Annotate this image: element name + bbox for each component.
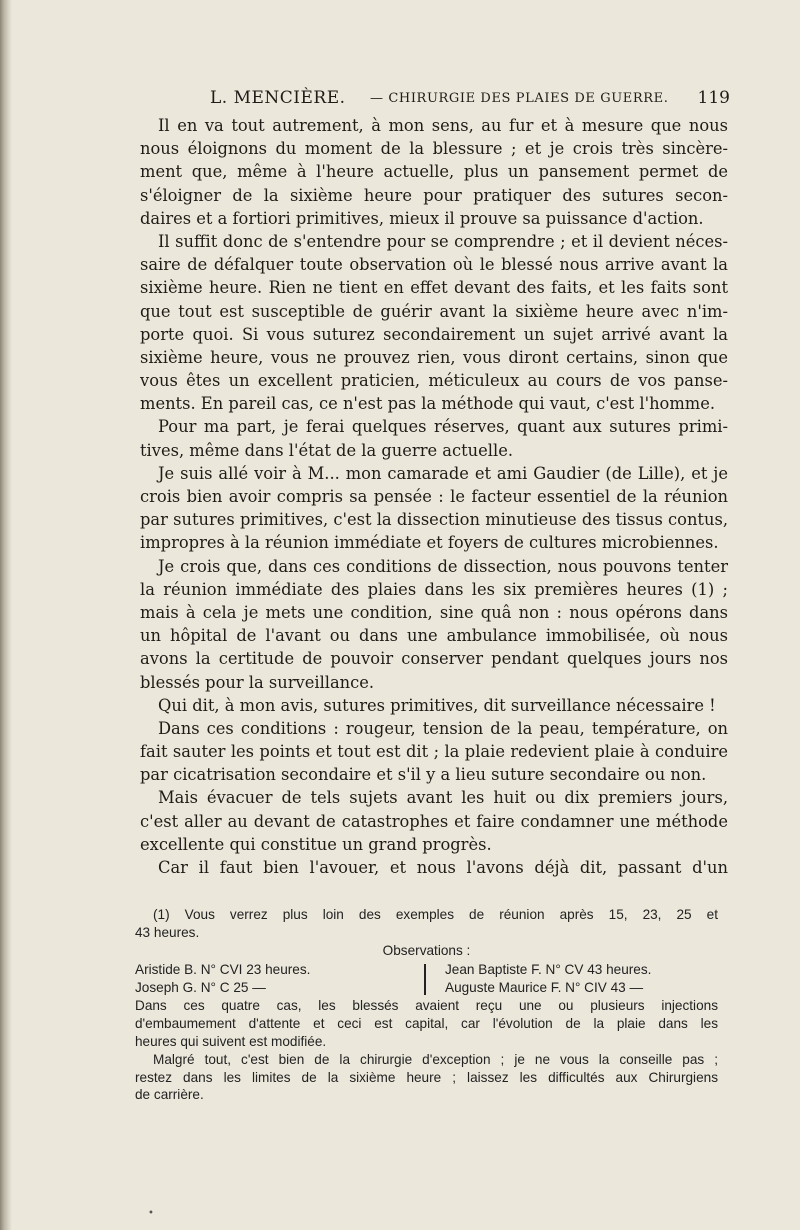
text-line: Dans ces conditions : rougeur, tension de la peau, température, on	[158, 718, 728, 738]
text-line: tives, même dans l'état de la guerre actuelle.	[140, 440, 513, 460]
footnote-line: (1) Vous verrez plus loin des exemples de réunion après 15, 23, 25 et	[153, 907, 718, 922]
text-line: s'éloigner de la sixième heure pour pratiquer des sutures secon-	[140, 185, 728, 205]
text-line: c'est aller au devant de catastrophes et faire condamner une méthode	[140, 811, 728, 831]
text-line: un hôpital de l'avant ou dans une ambulance immobilisée, où nous	[140, 626, 728, 646]
text-line: blessés pour la surveillance.	[140, 672, 375, 692]
footnote-line: Dans ces quatre cas, les blessés avaient reçu une ou plusieurs injections	[135, 998, 718, 1014]
text-line: Il en va tout autrement, à mon sens, au fur et à mesure que nous	[158, 116, 728, 135]
text-line: par cicatrisation secondaire et s'il y a lieu suture secondaire ou non.	[140, 765, 707, 785]
footnote-line: heures qui suivent est modifiée.	[135, 1033, 327, 1049]
footnote-block	[135, 906, 718, 1104]
column-divider	[424, 964, 426, 995]
text-line: mais à cela je mets une condition, sine quâ non : nous opérons dans	[140, 602, 728, 622]
running-header	[210, 88, 730, 112]
footnote-line: de carrière.	[135, 1087, 204, 1103]
text-line: avons la certitude de pouvoir conserver pendant quelques jours nos	[140, 649, 728, 669]
footnote-line: 43 heures.	[135, 924, 200, 940]
text-line: sixième heure. Rien ne tient en effet devant des faits, et les faits sont	[140, 278, 728, 298]
text-line: saire de défalquer toute observation où le blessé nous arrive avant la	[140, 255, 728, 275]
observations-left-column	[135, 961, 310, 997]
header-title: — CHIRURGIE DES PLAIES DE GUERRE.	[370, 91, 669, 106]
text-line: sixième heure, vous ne prouvez rien, vous diront certains, sinon que	[140, 347, 728, 367]
text-line: par sutures primitives, c'est la dissection minutieuse des tissus contus,	[140, 510, 728, 530]
text-line: crois bien avoir compris sa pensée : le facteur essentiel de la réunion	[140, 487, 728, 506]
text-line: impropres à la réunion immédiate et foyers de cultures microbiennes.	[140, 533, 719, 553]
text-line: ments. En pareil cas, ce n'est pas la méthode qui vaut, c'est l'homme.	[140, 394, 716, 414]
text-line: vous êtes un excellent praticien, méticuleux au cours de vos panse-	[140, 371, 728, 391]
footnote-line: d'embaumement d'attente et ceci est capital, car l'évolution de la plaie dans les	[135, 1016, 718, 1032]
text-line: porte quoi. Si vous suturez secondairement un sujet arrivé avant la	[140, 324, 728, 344]
observation-entry: Joseph G. N° C 25 —	[135, 980, 266, 996]
text-line: Il suffit donc de s'entendre pour se comprendre ; et il devient néces-	[158, 231, 728, 251]
text-line: Je suis allé voir à M... mon camarade et ami Gaudier (de Lille), et je	[158, 463, 728, 483]
observations-title: Observations :	[382, 942, 471, 958]
text-line: fait sauter les points et tout est dit ; la plaie redevient plaie à conduire	[140, 742, 728, 762]
observation-entry: Auguste Maurice F. N° CIV 43 —	[445, 980, 644, 996]
print-speck: •	[148, 1208, 154, 1219]
header-author: L. MENCIÈRE.	[210, 88, 346, 108]
text-line: nous éloignons du moment de la blessure ; et je crois très sincère-	[140, 139, 728, 159]
text-line: Je crois que, dans ces conditions de dissection, nous pouvons tenter	[158, 556, 728, 576]
text-line: excellente qui constitue un grand progrès.	[140, 834, 492, 854]
text-line: la réunion immédiate des plaies dans les six premières heures (1) ;	[140, 579, 728, 599]
footnote-line: Malgré tout, c'est bien de la chirurgie d'exception ; je ne vous la conseille pas ;	[153, 1051, 718, 1067]
text-line: que tout est susceptible de guérir avant la sixième heure avec n'im-	[140, 301, 728, 321]
footnote-line: restez dans les limites de la sixième heure ; laissez les difficultés aux Chirurgiens	[135, 1069, 718, 1085]
text-line: Car il faut bien l'avouer, et nous l'avons déjà dit, passant d'un	[158, 858, 728, 877]
text-line: daires et a fortiori primitives, mieux il prouve sa puissance d'action.	[140, 208, 704, 228]
text-line: Mais évacuer de tels sujets avant les huit ou dix premiers jours,	[158, 788, 728, 808]
main-text	[140, 114, 728, 879]
text-line: ment que, même à l'heure actuelle, plus un pansement permet de	[140, 162, 728, 182]
page-number: 119	[697, 88, 730, 108]
text-line: Pour ma part, je ferai quelques réserves, quant aux sutures primi-	[158, 417, 728, 437]
observations-table	[135, 961, 718, 997]
book-spine-shadow	[0, 0, 12, 1230]
observation-entry: Jean Baptiste F. N° CV 43 heures.	[445, 962, 652, 978]
text-line: Qui dit, à mon avis, sutures primitives, dit surveillance nécessaire !	[158, 695, 716, 715]
observation-entry: Aristide B. N° CVI 23 heures.	[135, 962, 311, 978]
observations-right-column	[445, 961, 651, 997]
